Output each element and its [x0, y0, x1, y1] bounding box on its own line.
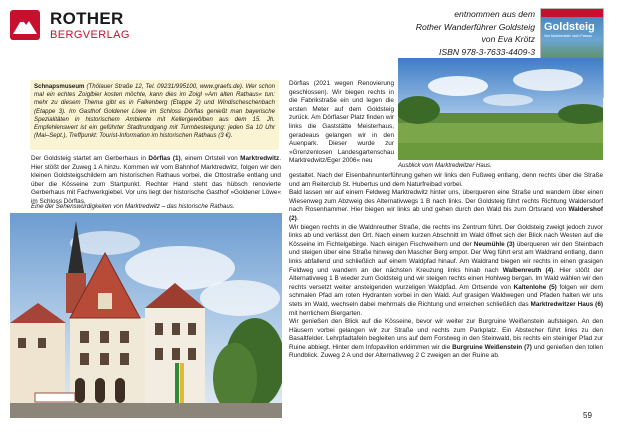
right-column-top-text: Dörflas (2021 wegen Renovierung geschlossen). Wir biegen rechts in die Fabrikstraße ein und legen die ersten Meter auf dem Goldsteig zurück. Am Dörflaser Platz finden wir links die Gaststätte Meisterhaus, geradeaus gelangen wir in den Auenpark. Dieser wurde zur »Grenzenlosen Landesgartenschau Marktredwitz/Eger 2006« neu — [289, 80, 394, 165]
text-run: mit herrlichem Biergarten. — [289, 309, 363, 317]
text-run: und genießen den tollen Rundblick. Zuweg 2 A und der Alternativweg 2 C zweigen an der Ruine ab. — [289, 343, 604, 360]
page-number: 59 — [583, 411, 592, 420]
text-run: Der Goldsteig startet am Gerberhaus in — [31, 155, 149, 162]
rathaus-caption: Eine der Sehenswürdigkeiten von Marktredwitz – das historische Rathaus. — [31, 203, 235, 210]
text-run: Wir biegen rechts in die Waldnreuther Straße, die rechts ins Zentrum führt. Der Goldsteig zweigt jedoch zuvor links ab und verlässt den Ort. Nach einem kurzen Abschnitt im Wald öffnet sich der Blick nach Westen auf die Kösseine im Fichtelgebirge. Nach einigen Fischweihern und der — [289, 223, 603, 248]
text-run: . Hier stößt der Alternativweg 1 B wieder zum Goldsteig und wir steigen rechts einen Hohlweg bergan. Im Wald wählen wir den rechts versetzt weiter ansteigenden wurzeligen Waldpfad. Am Ortsende von — [289, 266, 603, 291]
source-line-2: Rother Wanderführer Goldsteig — [415, 21, 535, 32]
rathaus-photo — [10, 213, 282, 418]
place-kaltenlohe: Kaltenlohe (5) — [513, 283, 557, 291]
place-neumuehle: Neumühle (3) — [473, 240, 515, 248]
left-paragraph — [31, 155, 281, 207]
text-run: . — [296, 214, 299, 222]
rother-logo-icon — [10, 10, 40, 40]
source-line-3: von Eva Krötz — [481, 34, 535, 44]
info-box — [30, 80, 279, 150]
brand-subtitle: BERGVERLAG — [50, 29, 130, 41]
place-marktredwitz: Marktredwitz — [240, 155, 280, 162]
source-line-1: entnommen aus dem — [454, 9, 535, 19]
place-walbenreuth: Walbenreuth (4) — [502, 266, 554, 274]
info-box-text: (Thölauer Straße 12, Tel. 09231/995100, www.graefs.de). Wer schon mal ein echtes Zoiglbier kosten möchte, kann dies im Zoigl »Am alten Rathaus« tun: mehr zu diesem Thema gibt es in Falkenberg (Etappe 2) und Windischeschenbach (Etappe 3). Im Gasthof Goldener Löwe im Schloss Dörflas genießt man bayerische Spezialitäten in historischem Ambiente mit Kellergewölben aus dem 15. Jh. Empfehlenswert ist ein geführter Stadtrundgang mit Turmbesteigung: jeden Sa 10 Uhr (Mai–Sept.), Treffpunkt: Tourist-Information im historischen Rathaus (3 €). — [34, 83, 275, 140]
text-run: Bald lassen wir auf einem Feldweg Marktredwitz hinter uns, überqueren eine Straße und wandern über einen Wiesenweg zum Abzweig des Alternativwegs 1 B nach links. Der Goldsteig führt rechts Richtung Waldersdorf nach Rosenhammer. Hier biegen wir links ab und gehen durch den Wald bis zum Ortsrand von — [289, 189, 603, 214]
cover-title: Goldsteig — [544, 21, 595, 33]
source-isbn: ISBN 978-3-7633-4409-3 — [438, 46, 535, 57]
cover-subtitle: Von Marktredwitz nach Passau — [544, 34, 593, 38]
place-burgruine-weissenstein: Burgruine Weißenstein (7) — [452, 343, 532, 351]
text-run: Wir genießen den Blick auf die Kösseine, bevor wir weiter zur Burgruine Weißenstein aufsteigen. An den Häusern vorbei gelangen wir zur Straße und rechts zum Parkplatz. Ein Abstecher führt links zu den Basaltfelder. Lehrpfadtafeln begleiten uns auf dem Forstweg in den Steinwald, bis rechts ein steiniger Pfad zur Ruine abbiegt. Hinter dem Infopavillon erklimmen wir die — [289, 318, 603, 351]
text-run: gestaltet. Nach der Eisenbahnunterführung gehen wir links den Fußweg entlang, denn rechts über die Straße und am Reiterclub St. Hubertus und dem Naturfreibad vorbei. — [289, 172, 603, 188]
right-column-main-text — [289, 172, 603, 361]
place-waldershof: Waldershof (2) — [289, 206, 603, 222]
landscape-caption: Ausblick vom Marktredwitzer Haus. — [398, 163, 492, 169]
brand-name: ROTHER — [50, 9, 124, 28]
cover-top-band — [541, 9, 603, 17]
source-reference — [400, 8, 535, 58]
text-run: folgen wir dem schmalen Pfad am roten Hydranten vorbei in den Wald. Auf grasigen Waldwegen und Pfaden halten wir uns stets im Wald, wechseln dabei mehrmals die Richtung und erreichen schließlich das — [289, 283, 603, 308]
landscape-photo — [398, 58, 603, 160]
text-run: . Hier stößt der Zuweg 1 A hinzu. Kommen wir vom Bahnhof Marktredwitz, folgen wir den kleinen Goldsteigschildern am historischen Rathaus vorbei, die Ottostraße entlang und über die Kösseine zum Startpunkt. Rechter Hand steht das hübsch renovierte Gerberhaus mit Fachwerkgiebel. Vor uns liegt der historische Gasthof »Goldener Löwe« im Schloss Dörflas. — [31, 155, 282, 205]
info-box-lead: Schnapsmuseum — [34, 83, 85, 90]
place-marktredwitzer-haus: Marktredwitzer Haus (6) — [530, 300, 603, 308]
text-run: , einem Ortsteil von — [180, 155, 241, 162]
text-run: überqueren wir den Steinbach und steigen über eine Straße hinweg den Mascher Berg empor. Der Weg führt erst am Waldrand entlang, dann links abfallend und schließlich auf einem Waldpfad hinauf. Am Waldrand biegen wir rechts in einen grasigen Feldweg und wandern an der nächsten Kreuzung links hinab nach — [289, 240, 604, 274]
place-doerflas: Dörflas (1) — [148, 155, 181, 162]
